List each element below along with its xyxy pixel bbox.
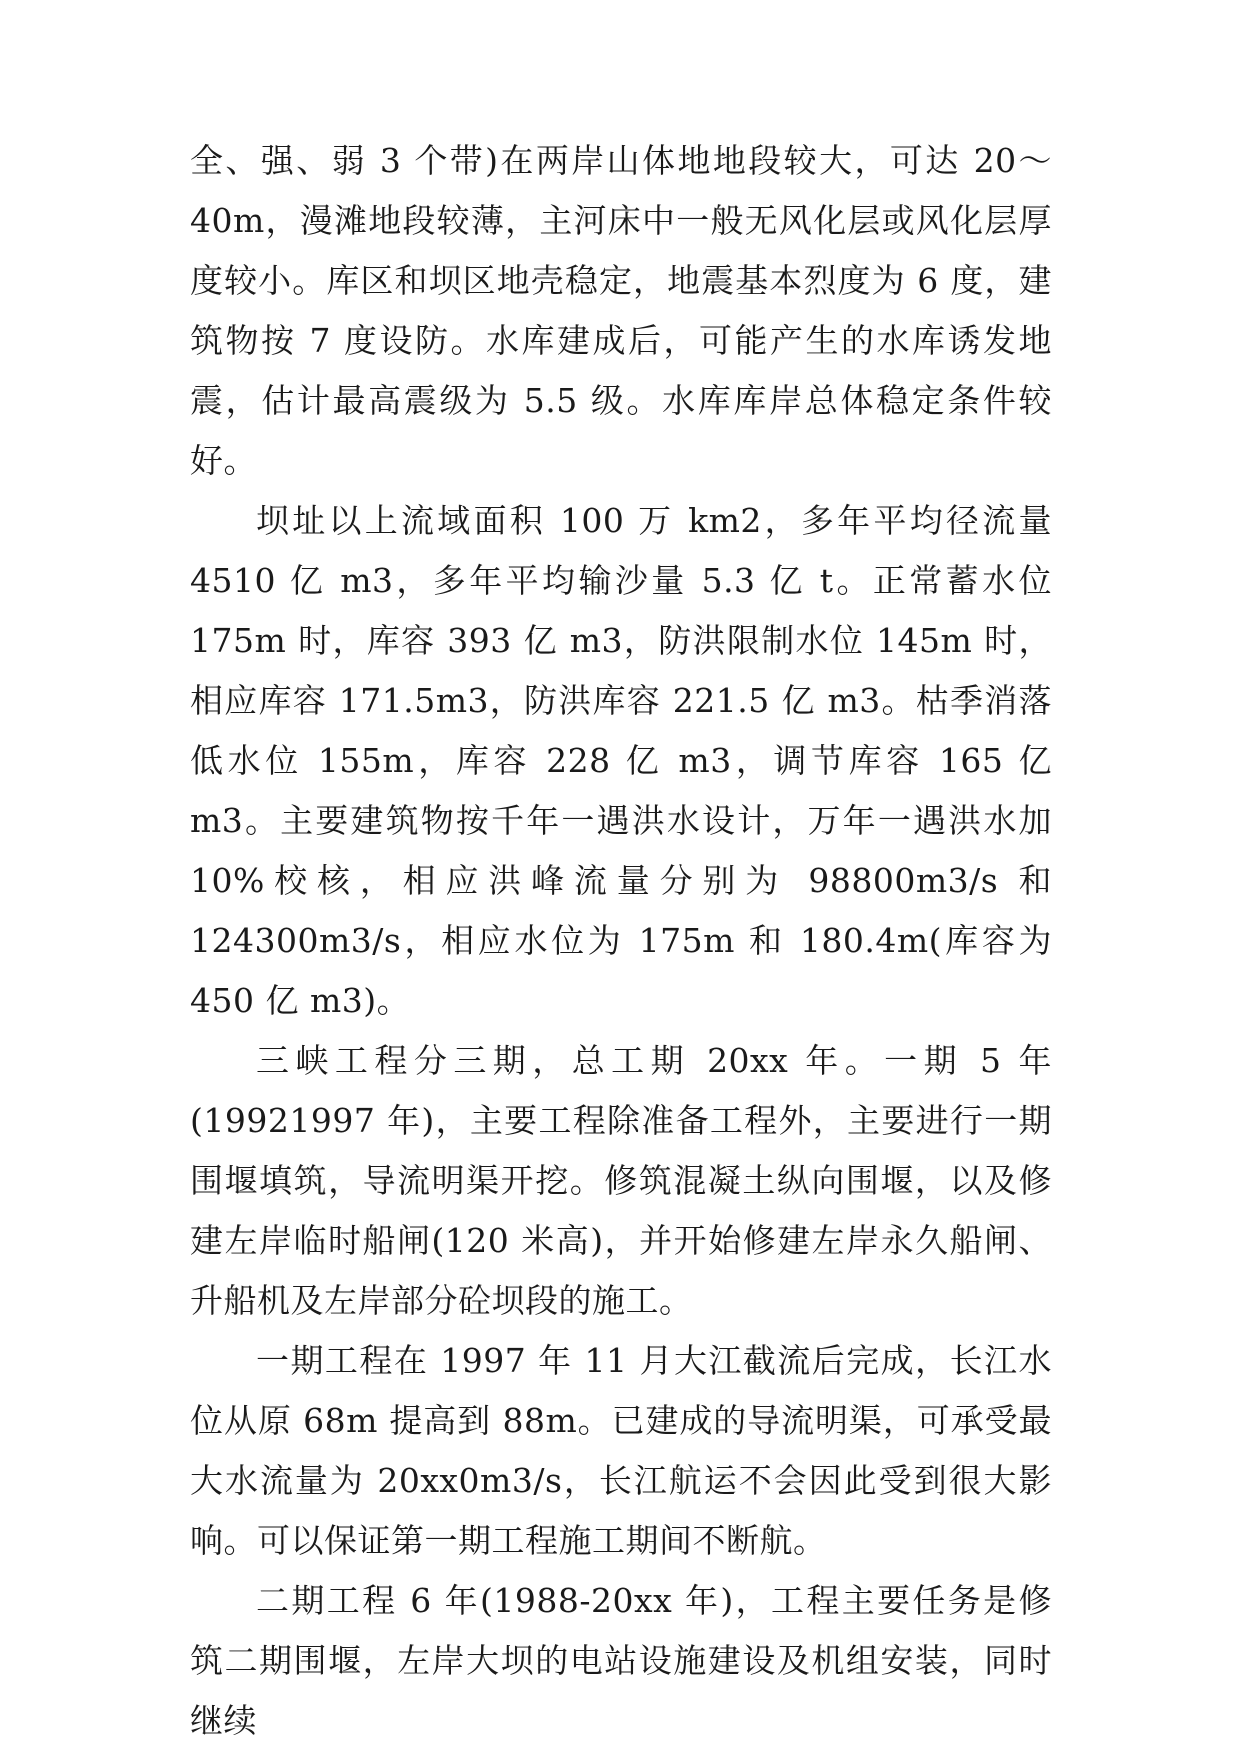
paragraph-1: 全、强、弱 3 个带)在两岸山体地地段较大，可达 20～40m，漫滩地段较薄，主河床中一般无风化层或风化层厚度较小。库区和坝区地壳稳定，地震基本烈度为 6 度，建筑物按 7 度设防。水库建成后，可能产生的水库诱发地震，估计最高震级为 5.5 级。水库库岸总体稳定条件较好。 (190, 141, 1052, 480)
paragraph-3: 三峡工程分三期，总工期 20xx 年。一期 5 年(19921997 年)，主要工程除准备工程外，主要进行一期围堰填筑，导流明渠开挖。修筑混凝土纵向围堰，以及修建左岸临时船闸(120 米高)，并开始修建左岸永久船闸、升船机及左岸部分砼坝段的施工。 (190, 1041, 1052, 1320)
paragraph-2: 坝址以上流域面积 100 万 km2，多年平均径流量 4510 亿 m3，多年平均输沙量 5.3 亿 t。正常蓄水位 175m 时，库容 393 亿 m3，防洪限制水位 145m 时，相应库容 171.5m3，防洪库容 221.5 亿 m3。枯季消落低水位 155m，库容 228 亿 m3，调节库容 165 亿 m3。主要建筑物按千年一遇洪水设计，万年一遇洪水加 10%校核，相应洪峰流量分别为 98800m3/s 和 124300m3/s，相应水位为 175m 和 180.4m(库容为 450 亿 m3)。 (190, 501, 1052, 1020)
paragraph-5: 二期工程 6 年(1988-20xx 年)，工程主要任务是修筑二期围堰，左岸大坝的电站设施建设及机组安装，同时继续 (190, 1581, 1052, 1740)
paragraph-4: 一期工程在 1997 年 11 月大江截流后完成，长江水位从原 68m 提高到 88m。已建成的导流明渠，可承受最大水流量为 20xx0m3/s，长江航运不会因此受到很大影响。可以保证第一期工程施工期间不断航。 (190, 1341, 1052, 1560)
document-body (190, 131, 1052, 1751)
